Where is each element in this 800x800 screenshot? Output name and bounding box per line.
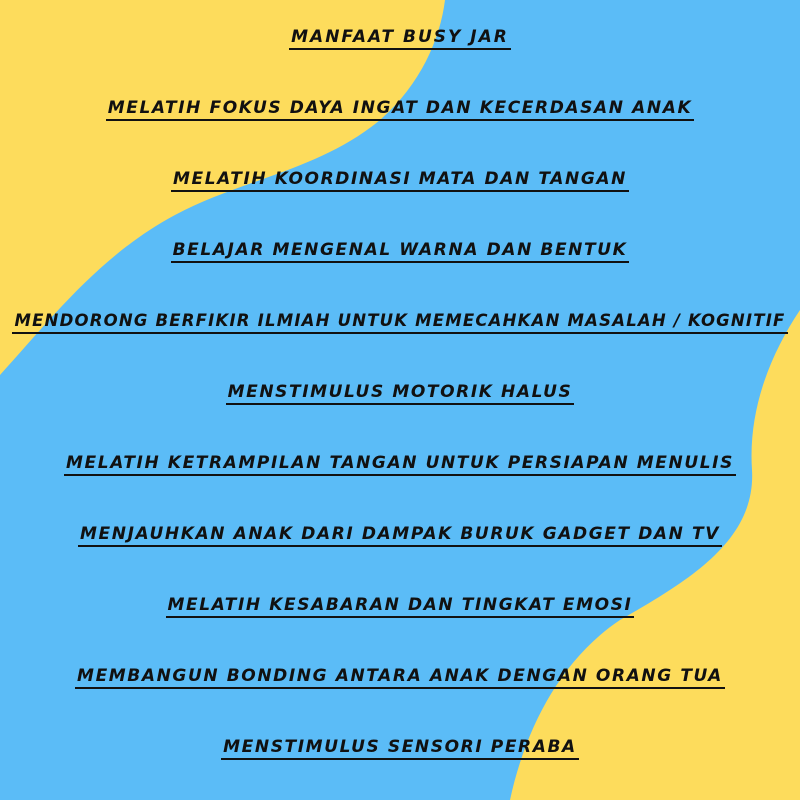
benefit-item [0,593,800,618]
benefit-item-text: MELATIH FOKUS DAYA INGAT DAN KECERDASAN ANAK [106,98,695,121]
benefit-item [0,309,800,334]
benefit-item-text: MENJAUHKAN ANAK DARI DAMPAK BURUK GADGET DAN TV [78,524,722,547]
benefit-item-text: MELATIH KETRAMPILAN TANGAN UNTUK PERSIAPAN MENULIS [64,453,736,476]
benefit-item [0,238,800,263]
benefit-item [0,380,800,405]
poster-title-text: MANFAAT BUSY JAR [289,27,511,50]
benefit-item-text: MENDORONG BERFIKIR ILMIAH UNTUK MEMECAHKAN MASALAH / KOGNITIF [12,311,787,334]
benefit-item [0,522,800,547]
benefit-item [0,167,800,192]
benefit-item [0,664,800,689]
benefit-item-text: MELATIH KOORDINASI MATA DAN TANGAN [171,169,629,192]
benefit-item [0,735,800,760]
benefit-item-text: BELAJAR MENGENAL WARNA DAN BENTUK [171,240,630,263]
poster-title [0,25,800,50]
benefit-item [0,96,800,121]
benefit-item-text: MEMBANGUN BONDING ANTARA ANAK DENGAN ORANG TUA [75,666,725,689]
benefit-item-text: MELATIH KESABARAN DAN TINGKAT EMOSI [166,595,635,618]
benefit-item-text: MENSTIMULUS SENSORI PERABA [221,737,579,760]
benefit-item [0,451,800,476]
benefit-item-text: MENSTIMULUS MOTORIK HALUS [226,382,575,405]
